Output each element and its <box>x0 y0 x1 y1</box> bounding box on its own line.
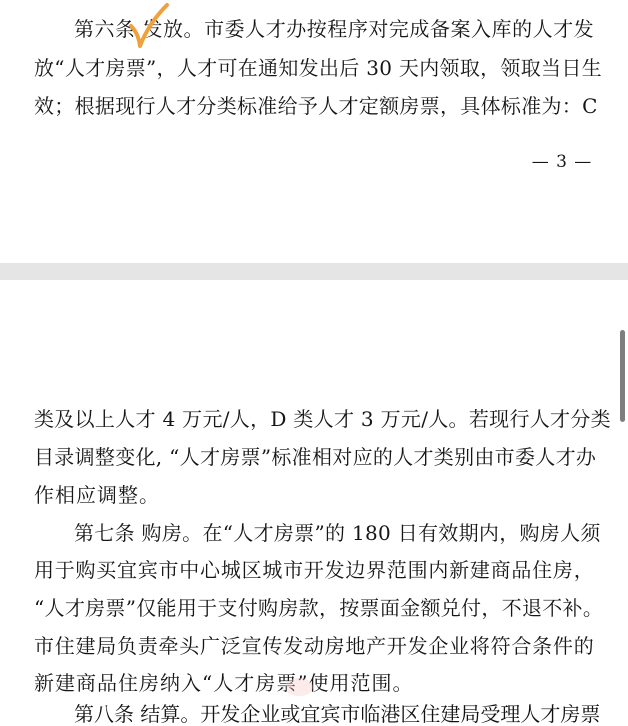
document-page-4 <box>0 280 628 711</box>
paragraph-line: 市住建局负责牵头广泛宣传发动房地产开发企业将符合条件的 <box>34 634 594 658</box>
vertical-scrollbar[interactable] <box>620 330 625 422</box>
paragraph-line: 类及以上人才 4 万元/人，D 类人才 3 万元/人。若现行人才分类 <box>34 407 611 431</box>
page-separator <box>0 263 628 280</box>
cut-off-paragraph-line <box>74 700 601 726</box>
cut-off-line-text: 第八条 结算。开发企业或宜宾市临港区住建局受理人才房票 <box>74 702 601 726</box>
paragraph-line: 作相应调整。 <box>34 483 160 507</box>
faint-stamp-mark <box>285 678 313 696</box>
paragraph-line: 效；根据现行人才分类标准给予人才定额房票，具体标准为：C <box>34 94 598 118</box>
page-number: — 3 — <box>531 152 593 172</box>
paragraph-line: 用于购买宜宾市中心城区城市开发边界范围内新建商品住房， <box>34 558 594 582</box>
paragraph-line: 新建商品住房纳入“人才房票”使用范围。 <box>34 671 414 695</box>
paragraph-line: 第七条 购房。在“人才房票”的 180 日有效期内，购房人须 <box>74 521 601 545</box>
document-page-3 <box>0 0 628 263</box>
paragraph-line: 第六条 发放。市委人才办按程序对完成备案入库的人才发 <box>74 17 594 41</box>
check-mark-icon <box>128 2 170 50</box>
paragraph-line: “人才房票”仅能用于支付购房款，按票面金额兑付，不退不补。 <box>34 596 604 620</box>
paragraph-line: 目录调整变化, “人才房票”标准相对应的人才类别由市委人才办 <box>34 445 597 469</box>
paragraph-line: 放“人才房票”，人才可在通知发出后 30 天内领取，领取当日生 <box>34 56 602 80</box>
